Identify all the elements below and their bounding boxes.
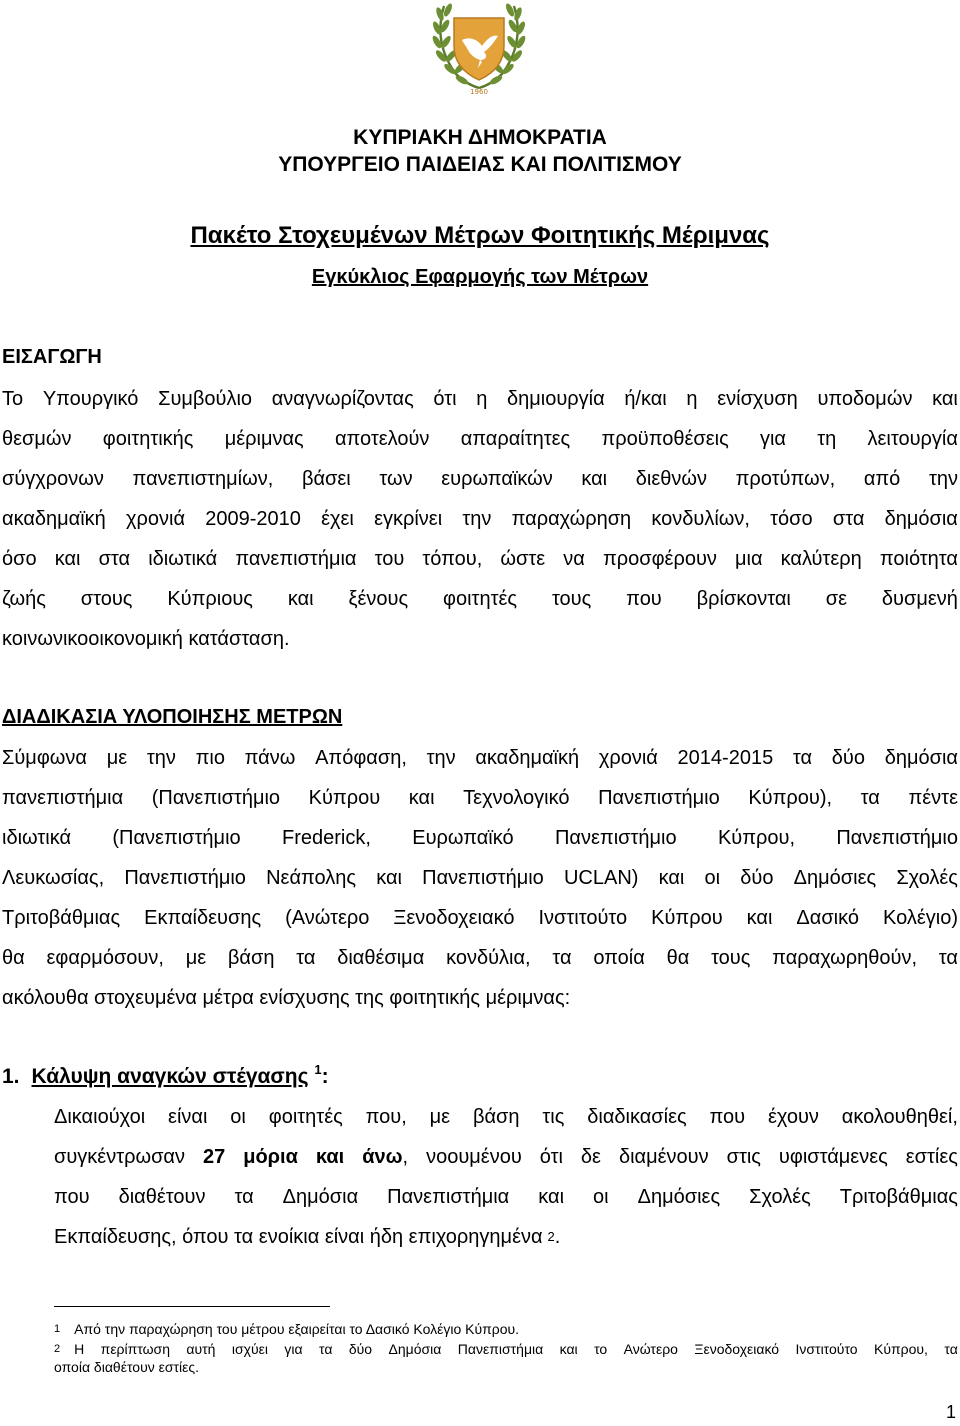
word: τόσο bbox=[770, 508, 813, 530]
word: τα bbox=[792, 747, 813, 769]
word: Δημόσια bbox=[282, 1186, 359, 1208]
procedure-line bbox=[2, 898, 958, 938]
word: την bbox=[928, 468, 958, 490]
word: δύο bbox=[831, 747, 865, 769]
word: θα bbox=[2, 947, 25, 969]
word: εστίες bbox=[905, 1146, 958, 1168]
word: η bbox=[686, 388, 698, 410]
word: διαμένουν bbox=[618, 1146, 709, 1168]
word: ιδιωτικά bbox=[2, 827, 72, 849]
word: για bbox=[284, 1341, 303, 1357]
item-1-line-4 bbox=[54, 1217, 958, 1257]
word: ή/και bbox=[624, 388, 667, 410]
word: και bbox=[408, 787, 435, 809]
word: Τριτοβάθμιας bbox=[839, 1186, 958, 1208]
word: και bbox=[658, 867, 685, 889]
word: τους bbox=[711, 947, 751, 969]
word: νοουμένου bbox=[426, 1146, 522, 1168]
word: μόρια bbox=[243, 1146, 298, 1168]
item-1-body bbox=[54, 1097, 958, 1257]
word: το bbox=[594, 1341, 608, 1357]
word: οποία bbox=[593, 947, 645, 969]
word: και bbox=[287, 588, 314, 610]
word: δημιουργία bbox=[506, 388, 605, 410]
word: λειτουργία bbox=[867, 428, 958, 450]
word: δυσμενή bbox=[881, 588, 958, 610]
word: πιο bbox=[195, 747, 225, 769]
item-1-heading bbox=[2, 1062, 329, 1089]
document-subtitle: Εγκύκλιος Εφαρμογής των Μέτρων bbox=[311, 266, 649, 288]
word: Πανεπιστήμιο bbox=[422, 867, 544, 889]
word: και bbox=[538, 1186, 565, 1208]
word: υφιστάμενες bbox=[778, 1146, 888, 1168]
word: οι bbox=[704, 867, 721, 889]
procedure-heading: ΔΙΑΔΙΚΑΣΙΑ ΥΛΟΠΟΙΗΣΗΣ ΜΕΤΡΩΝ bbox=[2, 706, 343, 728]
intro-line: κοινωνικοοικονομική κατάσταση. bbox=[2, 628, 290, 650]
word: τα bbox=[938, 947, 958, 969]
procedure-line bbox=[2, 938, 958, 978]
word: δημόσια bbox=[884, 747, 958, 769]
word: πάνω bbox=[244, 747, 296, 769]
word: εφαρμόσουν, bbox=[46, 947, 164, 969]
word: Δασικό bbox=[796, 907, 859, 929]
footnote-1-text: Από την παραχώρηση του μέτρου εξαιρείται το Δασικό Κολέγιο Κύπρου. bbox=[74, 1321, 520, 1337]
intro-line bbox=[2, 379, 958, 419]
word: ισχύει bbox=[231, 1341, 268, 1357]
word: ότι bbox=[433, 388, 457, 410]
word: (Πανεπιστήμιο bbox=[112, 827, 241, 849]
word: και bbox=[54, 548, 81, 570]
footnote-1-ref: 1 bbox=[54, 1323, 61, 1335]
word: μέριμνας bbox=[224, 428, 304, 450]
word: σύγχρονων bbox=[2, 468, 104, 490]
word: διεθνών bbox=[635, 468, 707, 490]
word: για bbox=[759, 428, 786, 450]
intro-line bbox=[2, 459, 958, 499]
word: Σχολές bbox=[896, 867, 958, 889]
word: κονδυλίων, bbox=[651, 508, 750, 530]
word: που, bbox=[365, 1106, 407, 1128]
word: ενίσχυση bbox=[717, 388, 798, 410]
footnote-2-ref: 2 bbox=[54, 1343, 61, 1355]
word: όσο bbox=[2, 548, 37, 570]
footnote-separator bbox=[54, 1306, 330, 1307]
word: Πανεπιστήμια bbox=[457, 1341, 544, 1357]
footnote-2-line-1 bbox=[74, 1340, 958, 1358]
word: Ευρωπαϊκό bbox=[412, 827, 514, 849]
word: και bbox=[559, 1341, 578, 1357]
word: Πανεπιστήμιο bbox=[598, 787, 720, 809]
word: πανεπιστήμια bbox=[235, 548, 357, 570]
word: βάσει bbox=[301, 468, 351, 490]
footnote-ref-1[interactable]: 1 bbox=[314, 1062, 322, 1077]
word: πανεπιστήμια bbox=[2, 787, 124, 809]
word: και bbox=[932, 388, 958, 410]
word: που bbox=[54, 1186, 90, 1208]
word: προσφέρουν bbox=[602, 548, 717, 570]
word: διαθέσιμα bbox=[337, 947, 425, 969]
intro-heading: ΕΙΣΑΓΩΓΗ bbox=[2, 346, 102, 368]
word: Τεχνολογικό bbox=[463, 787, 570, 809]
word: Κύπρου, bbox=[874, 1341, 928, 1357]
word: τα bbox=[234, 1186, 254, 1208]
word: που bbox=[626, 588, 662, 610]
word: (Ανώτερο bbox=[285, 907, 370, 929]
word: πέντε bbox=[908, 787, 958, 809]
word: φοιτητές bbox=[443, 588, 518, 610]
word: Δημόσιες bbox=[637, 1186, 721, 1208]
word: Πανεπιστήμια bbox=[387, 1186, 510, 1208]
word: περίπτωση bbox=[100, 1341, 170, 1357]
word: προϋποθέσεις bbox=[601, 428, 729, 450]
word: μια bbox=[735, 548, 763, 570]
word: έχει bbox=[321, 508, 354, 530]
word: Κύπρου bbox=[308, 787, 381, 809]
word: από bbox=[863, 468, 901, 490]
word: ιδιωτικά bbox=[148, 548, 218, 570]
word: δημόσια bbox=[884, 508, 958, 530]
word: και bbox=[581, 468, 608, 490]
word: πανεπιστημίων, bbox=[132, 468, 274, 490]
word: και bbox=[376, 867, 402, 889]
word: προτύπων, bbox=[735, 468, 836, 490]
word: Κύπρου bbox=[651, 907, 723, 929]
word: διαδικασίες bbox=[587, 1106, 687, 1128]
word: τόπου, bbox=[422, 548, 483, 570]
word: τις bbox=[542, 1106, 565, 1128]
intro-line bbox=[2, 579, 958, 619]
procedure-line bbox=[2, 738, 958, 778]
word: ακαδημαϊκή bbox=[2, 508, 106, 530]
procedure-paragraph bbox=[2, 738, 958, 1018]
word: Ινστιτούτο bbox=[795, 1341, 858, 1357]
word: απαραίτητες bbox=[460, 428, 571, 450]
word: παραχωρηθούν, bbox=[772, 947, 918, 969]
word: UCLAN) bbox=[563, 867, 639, 889]
word: τα bbox=[319, 1341, 333, 1357]
word: και bbox=[746, 907, 773, 929]
word: και bbox=[315, 1146, 345, 1168]
word: αναγνωρίζοντας bbox=[271, 388, 414, 410]
word: που bbox=[709, 1106, 746, 1128]
word: Δημόσια bbox=[388, 1341, 442, 1357]
word: Κολέγιο) bbox=[883, 907, 958, 929]
intro-line bbox=[2, 419, 958, 459]
word: διαθέτουν bbox=[118, 1186, 206, 1208]
word: τα bbox=[944, 1341, 958, 1357]
word: ξένους bbox=[348, 588, 409, 610]
intro-paragraph bbox=[2, 379, 958, 659]
word: κονδύλια, bbox=[446, 947, 531, 969]
word: χρονιά bbox=[598, 747, 658, 769]
word: είναι bbox=[168, 1106, 208, 1128]
word: Δημόσιες bbox=[793, 867, 877, 889]
word: στους bbox=[80, 588, 133, 610]
word: φοιτητικής bbox=[102, 428, 194, 450]
word: Συμβούλιο bbox=[158, 388, 253, 410]
word: του bbox=[374, 548, 405, 570]
word: Κύπρου, bbox=[717, 827, 796, 849]
svg-text:1960: 1960 bbox=[470, 88, 488, 96]
word: άνω, bbox=[362, 1146, 409, 1168]
document-title: Πακέτο Στοχευμένων Μέτρων Φοιτητικής Μέριμνας bbox=[190, 222, 770, 249]
procedure-line bbox=[2, 818, 958, 858]
word: Απόφαση, bbox=[315, 747, 407, 769]
word: να bbox=[563, 548, 585, 570]
word: Δικαιούχοι bbox=[54, 1106, 146, 1128]
word: των bbox=[379, 468, 413, 490]
word: Η bbox=[74, 1341, 85, 1357]
procedure-line bbox=[2, 778, 958, 818]
document-header bbox=[0, 124, 960, 178]
word: Ξενοδοχειακό bbox=[694, 1341, 780, 1357]
procedure-line bbox=[2, 858, 958, 898]
word: ακαδημαϊκή bbox=[475, 747, 580, 769]
word: φοιτητές bbox=[268, 1106, 343, 1128]
word: 27 bbox=[202, 1146, 226, 1168]
word: στις bbox=[726, 1146, 761, 1168]
item-1-colon: : bbox=[321, 1065, 329, 1088]
word: Κύπρου), bbox=[748, 787, 833, 809]
item-1-number: 1. bbox=[2, 1065, 20, 1088]
word: αυτή bbox=[186, 1341, 216, 1357]
word: Λευκωσίας, bbox=[2, 867, 105, 889]
word: την bbox=[146, 747, 176, 769]
footnote-1 bbox=[54, 1320, 958, 1338]
word: ότι bbox=[539, 1146, 563, 1168]
word: στα bbox=[832, 508, 865, 530]
word: υποδομών bbox=[817, 388, 913, 410]
item-1-label: Κάλυψη αναγκών στέγασης bbox=[31, 1065, 309, 1088]
word: δύο bbox=[740, 867, 774, 889]
word: τη bbox=[817, 428, 837, 450]
word: (Πανεπιστήμιο bbox=[151, 787, 281, 809]
word: βάση bbox=[472, 1106, 520, 1128]
footnote-2-line-2: οποία διαθέτουν εστίες. bbox=[54, 1359, 200, 1375]
word: Ανώτερο bbox=[623, 1341, 678, 1357]
word: Frederick, bbox=[281, 827, 371, 849]
word: Το bbox=[2, 388, 24, 410]
word: δε bbox=[580, 1146, 601, 1168]
word: τους bbox=[551, 588, 592, 610]
page-number: 1 bbox=[945, 1402, 956, 1422]
word: Υπουργικό bbox=[42, 388, 139, 410]
item-1-line-3 bbox=[54, 1177, 958, 1217]
word: εγκρίνει bbox=[374, 508, 443, 530]
item-1-line-4-text: Εκπαίδευσης, όπου τα ενοίκια είναι ήδη επιχορηγημένα bbox=[54, 1226, 543, 1248]
item-1-line-4-end: . bbox=[554, 1226, 561, 1248]
word: την bbox=[462, 508, 492, 530]
cyprus-coat-of-arms-icon bbox=[424, 0, 534, 96]
intro-line bbox=[2, 499, 958, 539]
word: αποτελούν bbox=[334, 428, 430, 450]
word: παραχώρηση bbox=[511, 508, 632, 530]
word: συγκέντρωσαν bbox=[54, 1146, 185, 1168]
word: Πανεπιστήμιο bbox=[554, 827, 677, 849]
word: Τριτοβάθμιας bbox=[2, 907, 121, 929]
word: Εκπαίδευσης bbox=[144, 907, 262, 929]
word: ακολουθηθεί, bbox=[841, 1106, 958, 1128]
word: καλύτερη bbox=[780, 548, 862, 570]
word: 2009-2010 bbox=[205, 508, 301, 530]
word: βρίσκονται bbox=[696, 588, 791, 610]
word: Σχολές bbox=[749, 1186, 811, 1208]
word: δύο bbox=[348, 1341, 373, 1357]
word: οι bbox=[230, 1106, 246, 1128]
word: ώστε bbox=[500, 548, 546, 570]
word: θα bbox=[666, 947, 690, 969]
word: στα bbox=[98, 548, 131, 570]
republic-name: ΚΥΠΡΙΑΚΗ ΔΗΜΟΚΡΑΤΙΑ bbox=[353, 126, 607, 149]
word: τα bbox=[860, 787, 880, 809]
word: τα bbox=[552, 947, 572, 969]
word: Σύμφωνα bbox=[2, 747, 87, 769]
word: ζωής bbox=[2, 588, 46, 610]
word: Κύπριους bbox=[167, 588, 253, 610]
word: 2014-2015 bbox=[677, 747, 774, 769]
word: Ινστιτούτο bbox=[538, 907, 628, 929]
word: σε bbox=[825, 588, 847, 610]
word: ευρωπαϊκών bbox=[441, 468, 553, 490]
word: Νεάπολης bbox=[266, 867, 357, 889]
word: χρονιά bbox=[126, 508, 186, 530]
word: οι bbox=[593, 1186, 609, 1208]
item-1-line-2 bbox=[54, 1137, 958, 1177]
word: Πανεπιστήμιο bbox=[836, 827, 958, 849]
word: έχουν bbox=[767, 1106, 819, 1128]
word: την bbox=[426, 747, 456, 769]
footnote-2 bbox=[54, 1340, 958, 1376]
word: θεσμών bbox=[2, 428, 72, 450]
footnote-ref-2[interactable]: 2 bbox=[547, 1229, 555, 1244]
word: η bbox=[476, 388, 488, 410]
procedure-line: ακόλουθα στοχευμένα μέτρα ενίσχυσης της φοιτητικής μέριμνας: bbox=[2, 987, 571, 1009]
word: βάση bbox=[227, 947, 275, 969]
ministry-name: ΥΠΟΥΡΓΕΙΟ ΠΑΙΔΕΙΑΣ ΚΑΙ ΠΟΛΙΤΙΣΜΟΥ bbox=[278, 153, 682, 176]
word: με bbox=[429, 1106, 451, 1128]
item-1-line-1 bbox=[54, 1097, 958, 1137]
word: με bbox=[106, 747, 128, 769]
word: Πανεπιστήμιο bbox=[124, 867, 246, 889]
word: τα bbox=[296, 947, 316, 969]
word: με bbox=[185, 947, 207, 969]
intro-line bbox=[2, 539, 958, 579]
word: Ξενοδοχειακό bbox=[393, 907, 515, 929]
word: ποιότητα bbox=[879, 548, 958, 570]
